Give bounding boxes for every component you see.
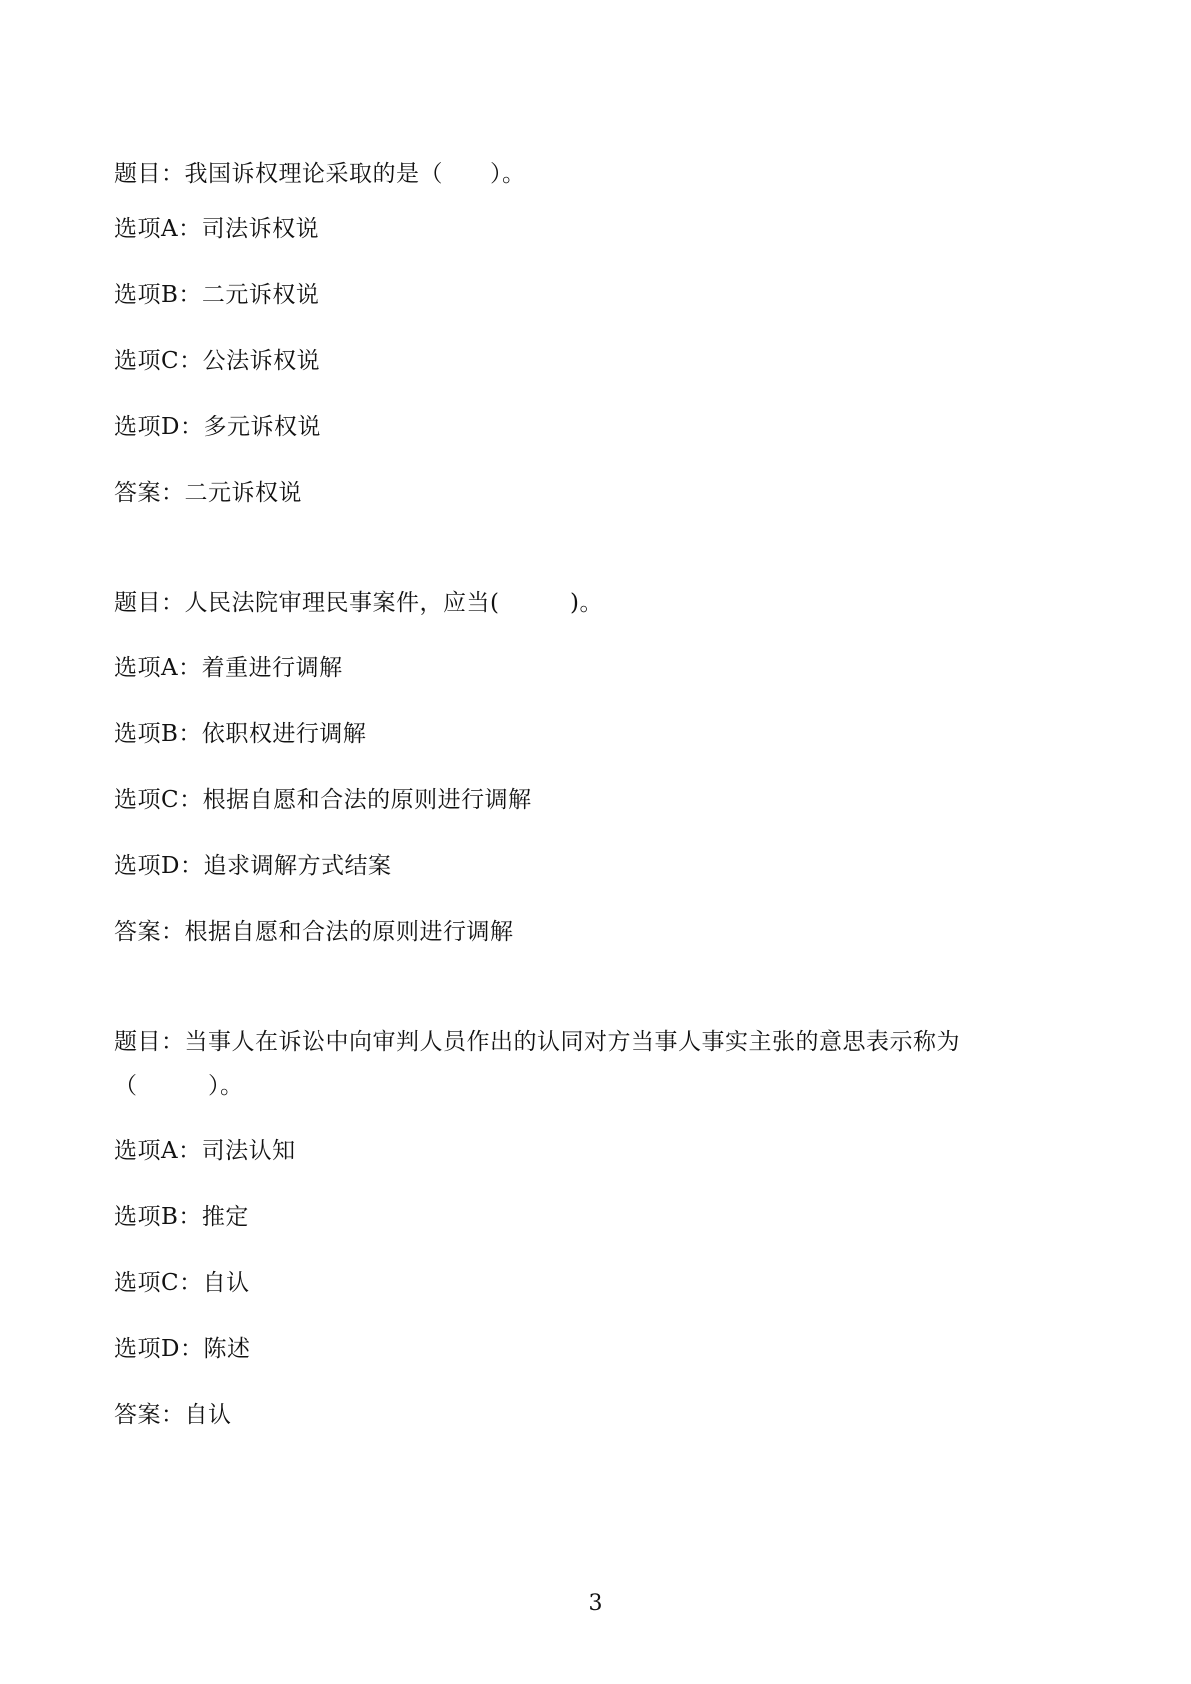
question-2-option-a: 选项A：着重进行调解: [114, 655, 343, 681]
question-3-answer: 答案：自认: [114, 1402, 232, 1428]
question-3-option-c: 选项C：自认: [114, 1270, 250, 1296]
question-2-title: 题目：人民法院审理民事案件，应当( )。: [114, 590, 603, 616]
page-number: 3: [588, 1591, 603, 1616]
question-3-title: 题目：当事人在诉讼中向审判人员作出的认同对方当事人事实主张的意思表示称为: [114, 1029, 960, 1055]
question-3-option-b: 选项B：推定: [114, 1204, 249, 1230]
question-3-option-a: 选项A：司法认知: [114, 1138, 296, 1164]
question-3-title-continued: （ ）。: [114, 1073, 244, 1099]
question-1-option-c: 选项C：公法诉权说: [114, 348, 321, 374]
question-1-option-b: 选项B：二元诉权说: [114, 282, 320, 308]
question-2-option-c: 选项C：根据自愿和合法的原则进行调解: [114, 787, 532, 813]
question-1-option-a: 选项A：司法诉权说: [114, 216, 320, 242]
question-2-option-d: 选项D：追求调解方式结案: [114, 853, 392, 879]
question-1-answer: 答案：二元诉权说: [114, 480, 302, 506]
question-3-option-d: 选项D：陈述: [114, 1336, 251, 1362]
question-1-title: 题目：我国诉权理论采取的是（ ）。: [114, 161, 526, 187]
question-2-answer: 答案：根据自愿和合法的原则进行调解: [114, 919, 514, 945]
question-2-option-b: 选项B：依职权进行调解: [114, 721, 367, 747]
question-1-option-d: 选项D：多元诉权说: [114, 414, 321, 440]
